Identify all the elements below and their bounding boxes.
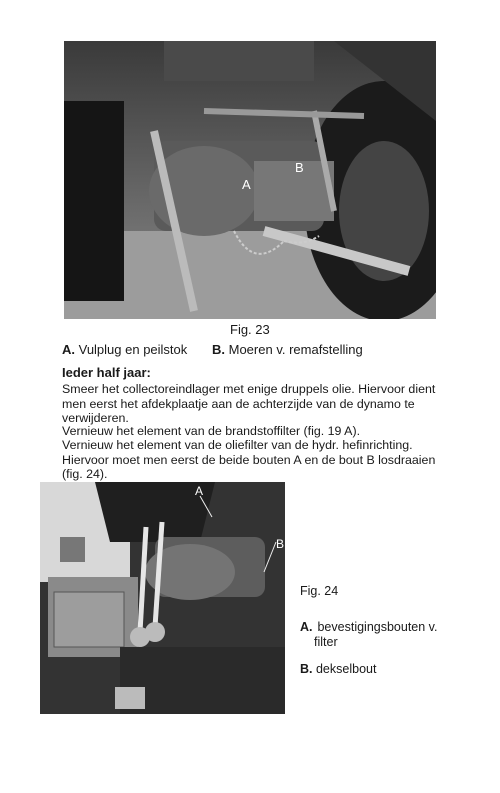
fig24-legend-a [300, 620, 440, 650]
fig23-photo [64, 41, 436, 319]
fig24-legend-b-letter: B. [300, 662, 313, 676]
fig24-photo [40, 482, 285, 714]
fig23-caption-b-letter: B. [212, 342, 225, 357]
paragraph-oil-filter: Vernieuw het element van de oliefilter van de hydr. hefinrichting. Hiervoor moet men eerst de beide bouten A en de bout B losdraaien (fig. 24). [62, 438, 436, 481]
fig23-caption-a-letter: A. [62, 342, 75, 357]
fig24-label-b: B [276, 537, 285, 551]
fig23-caption-b [212, 342, 363, 357]
fig24-legend-a-line2: filter [314, 635, 338, 649]
fig24-legend-a-line1: bevestigingsbouten v. [317, 620, 438, 634]
fig24-title: Fig. 24 [300, 584, 339, 598]
fig23-label-a: A [242, 177, 251, 192]
fig23-caption-b-text: Moeren v. remafstelling [228, 342, 363, 357]
fig24-legend-b-text: dekselbout [315, 662, 377, 676]
paragraph-fuel-filter: Vernieuw het element van de brandstoffilter (fig. 19 A). [62, 424, 361, 438]
fig24-label-a: A [195, 484, 204, 498]
fig23-caption-a [62, 342, 187, 357]
fig23-title: Fig. 23 [230, 322, 270, 337]
fig23-label-b: B [295, 160, 304, 175]
section-heading: Ieder half jaar: [62, 365, 151, 380]
paragraph-collector-bearing: Smeer het collectoreindlager met enige druppels olie. Hiervoor dient men eerst het afdekplaatje aan de achterzijde van de dynamo te verwijderen. [62, 382, 436, 425]
fig24-legend-b [300, 662, 376, 676]
fig24-legend-a-letter: A. [300, 620, 313, 634]
fig23-caption-a-text: Vulplug en peilstok [78, 342, 188, 357]
